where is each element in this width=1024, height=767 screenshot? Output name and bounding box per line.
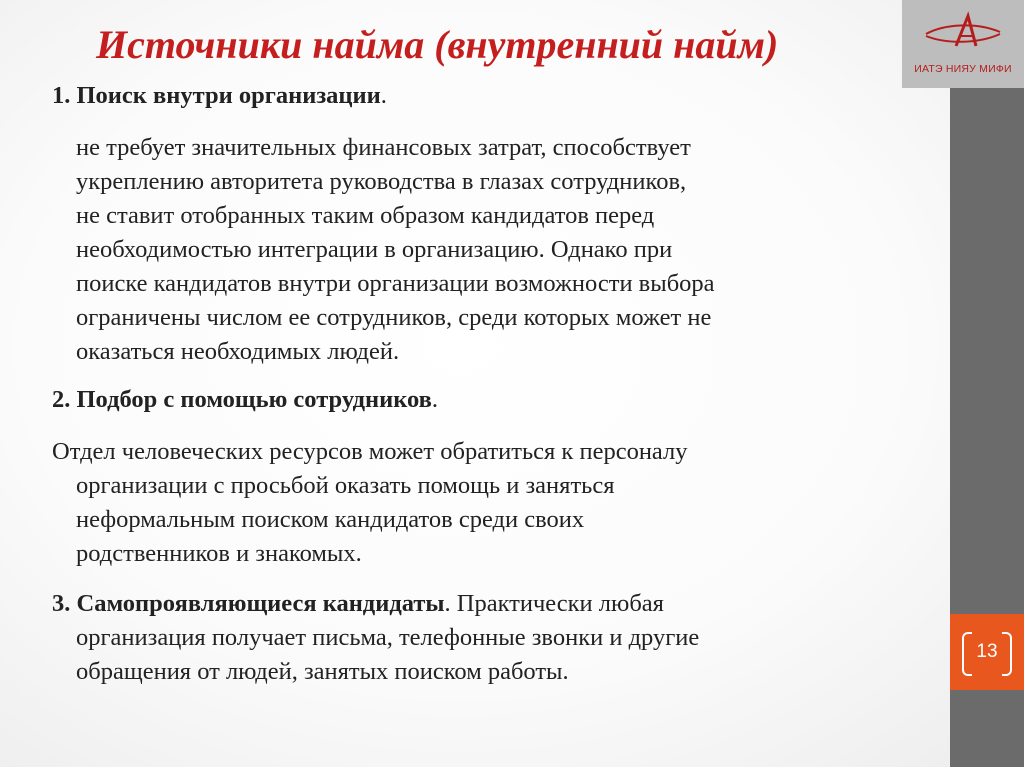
section-3-heading-tail: . Практически любая xyxy=(444,590,664,617)
section-3-line: обращения от людей, занятых поиском работы. xyxy=(76,658,569,685)
page-number: 13 xyxy=(976,641,998,662)
slide-title: Источники найма (внутренний найм) xyxy=(96,22,779,67)
section-2-line: неформальным поиском кандидатов среди своих xyxy=(76,506,585,533)
section-1-line: оказаться необходимых людей. xyxy=(76,338,400,365)
section-2-heading-text: 2. Подбор с помощью сотрудников xyxy=(52,386,432,413)
section-1-line: ограничены числом ее сотрудников, среди которых может не xyxy=(76,304,712,331)
logo-text: ИАТЭ НИЯУ МИФИ xyxy=(914,63,1012,75)
section-2-heading xyxy=(52,386,438,414)
section-1-line: поиске кандидатов внутри организации возможности выбора xyxy=(76,270,715,297)
logo xyxy=(902,0,1024,88)
section-2-line: родственников и знакомых. xyxy=(76,540,362,567)
section-1-line: укреплению авторитета руководства в глазах сотрудников, xyxy=(76,168,687,195)
section-2-heading-tail: . xyxy=(431,386,438,413)
page-number-badge xyxy=(950,614,1024,690)
section-1-line: необходимостью интеграции в организацию. Однако при xyxy=(76,236,673,263)
section-2-line: организации с просьбой оказать помощь и заняться xyxy=(76,472,615,499)
mephi-logo-icon xyxy=(916,6,1010,58)
section-3-heading xyxy=(52,590,664,618)
section-1-heading-tail: . xyxy=(380,82,387,109)
section-1-line: не ставит отобранных таким образом кандидатов перед xyxy=(76,202,655,229)
section-1-heading-text: 1. Поиск внутри организации xyxy=(52,82,381,109)
section-1-line: не требует значительных финансовых затрат, способствует xyxy=(76,134,691,161)
section-1-heading xyxy=(52,82,387,110)
section-3-line: организация получает письма, телефонные звонки и другие xyxy=(76,624,700,651)
section-2-line: Отдел человеческих ресурсов может обратиться к персоналу xyxy=(52,438,688,465)
section-3-heading-text: 3. Самопроявляющиеся кандидаты xyxy=(52,590,445,617)
